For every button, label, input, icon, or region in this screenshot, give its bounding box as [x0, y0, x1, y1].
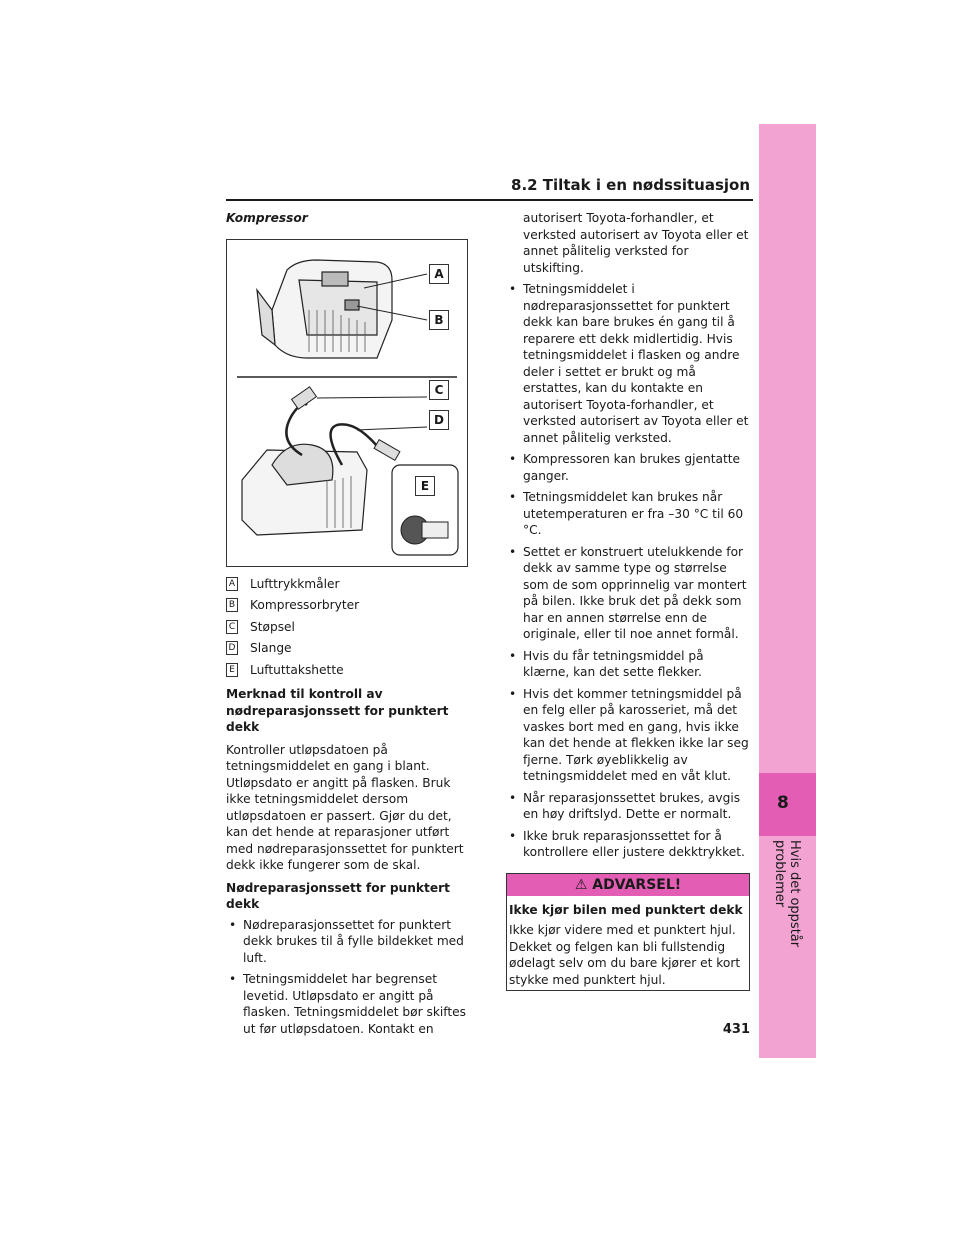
- legend-text: Luftuttakshette: [250, 662, 344, 677]
- bullet-item: • Tetningsmiddelet kan brukes når utetemperaturen er fra –30 °C til 60 °C.: [506, 489, 752, 539]
- legend-text: Støpsel: [250, 619, 295, 634]
- legend-text: Slange: [250, 641, 292, 655]
- warning-body: Ikke kjør videre med et punktert hjul. Dekket og felgen kan bli fullstendig ødelagt selv om du bare kjører et kort stykke med punktert hjul.: [509, 923, 741, 987]
- kit-bullet-list: [226, 917, 466, 1038]
- figure-label-d: D: [429, 410, 449, 430]
- section-title: 8.2 Tiltak i en nødssituasjon: [511, 176, 750, 194]
- legend-key: D: [226, 641, 238, 655]
- kit-heading: Nødreparasjonssett for punktert dekk: [226, 880, 450, 911]
- legend-key: C: [226, 620, 238, 634]
- legend-item: [226, 597, 466, 614]
- legend-item: [226, 640, 466, 657]
- figure-label-b: B: [429, 310, 449, 330]
- legend-item: [226, 576, 466, 593]
- compressor-figure: [226, 239, 468, 567]
- bullet-item: • Kompressoren kan brukes gjentatte ganger.: [506, 451, 752, 484]
- bullet-item: • Når reparasjonssettet brukes, avgis en høy driftslyd. Dette er normalt.: [506, 790, 752, 823]
- figure-label-c: C: [429, 380, 449, 400]
- warning-heading: Ikke kjør bilen med punktert dekk: [509, 902, 743, 917]
- legend-key: E: [226, 663, 238, 677]
- bullet-item: • Nødreparasjonssettet for punktert dekk brukes til å fylle bildekket med luft.: [226, 917, 466, 967]
- legend-key: A: [226, 577, 238, 591]
- note-body: Kontroller utløpsdatoen på tetningsmiddelet en gang i blant. Utløpsdato er angitt på flasken. Bruk ikke tetningsmiddelet dersom utløpsdatoen er passert. Gjør du det, kan det hende at reparasjoner utført med nødreparasjonssettet for punktert dekk ikke fungerer som de skal.: [226, 742, 464, 872]
- warning-box: [506, 873, 750, 992]
- figure-label-e: E: [415, 476, 435, 496]
- bullet-item: • Tetningsmiddelet har begrenset levetid. Utløpsdato er angitt på flasken. Tetningsmiddelet bør skiftes ut før utløpsdatoen. Kontakt en: [226, 971, 466, 1037]
- bullet-item: • Tetningsmiddelet i nødreparasjonssettet for punktert dekk kan bare brukes én gang til å reparere ett dekk midlertidig. Hvis tetningsmiddelet i flasken og andre deler i settet er brukt og må erstattes, kan du kontakte en autorisert Toyota-forhandler, et verksted autorisert av Toyota eller et annet pålitelig verksted.: [506, 281, 752, 446]
- bullet-item: • Hvis det kommer tetningsmiddel på en felg eller på karosseriet, må det vaskes bort med en gang, hvis ikke kan det hende at flekken ikke lar seg fjerne. Tørk øyeblikkelig av tetningsmiddelet med en våt klut.: [506, 686, 752, 785]
- figure-label-a: A: [429, 264, 449, 284]
- right-column: [506, 210, 752, 991]
- note-heading: Merknad til kontroll av nødreparasjonssett for punktert dekk: [226, 687, 449, 734]
- chapter-number: 8: [777, 793, 789, 813]
- continuation-text: autorisert Toyota-forhandler, et verksted autorisert av Toyota eller et annet pålitelig verksted for utskifting.: [523, 211, 749, 275]
- left-column: [226, 210, 466, 1042]
- bullet-item: • Ikke bruk reparasjonssettet for å kontrollere eller justere dekktrykket.: [506, 828, 752, 861]
- warning-icon: ⚠: [574, 876, 588, 893]
- legend-key: B: [226, 598, 238, 612]
- right-bullet-list: [506, 281, 752, 861]
- warning-title: ADVARSEL!: [592, 876, 682, 893]
- subtitle: Kompressor: [226, 211, 308, 225]
- header-rule: [226, 199, 753, 201]
- legend-item: [226, 619, 466, 636]
- compressor-illustration: [227, 240, 467, 566]
- page-number: 431: [722, 1022, 750, 1037]
- legend-text: Lufttrykkmåler: [250, 576, 340, 591]
- bullet-item: • Settet er konstruert utelukkende for dekk av samme type og størrelse som de som opprinnelig var montert på bilen. Ikke bruk det på dekk som har en annen størrelse enn de originale, eller til noe annet formål.: [506, 544, 752, 643]
- legend: [226, 576, 466, 679]
- bullet-item: • Hvis du får tetningsmiddel på klærne, kan det sette flekker.: [506, 648, 752, 681]
- chapter-title: Hvis det oppstår problemer: [772, 840, 802, 948]
- legend-item: [226, 662, 466, 679]
- legend-text: Kompressorbryter: [250, 598, 360, 612]
- warning-header: [507, 874, 749, 896]
